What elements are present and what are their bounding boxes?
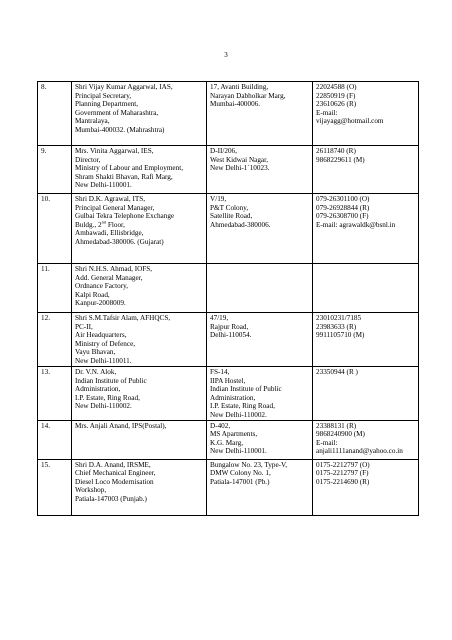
contact-cell-line: 22024588 (O) (316, 83, 357, 91)
table-row (38, 146, 419, 194)
name-designation-cell-line: Director, (75, 155, 101, 164)
contact-cell (313, 264, 419, 313)
name-designation-cell-line: Ahmedabad-380006. (Gujarat) (75, 237, 164, 246)
contact-cell-line: 23983633 (R) (316, 322, 357, 331)
contact-cell-line: anjali1111anand@yahoo.co.in (316, 447, 403, 456)
serial-number: 10. (38, 194, 72, 264)
name-designation-cell (72, 264, 207, 313)
contact-cell-line: 0175-2212797 (F) (316, 469, 369, 478)
residential-address-cell-line: D-II/206, (210, 147, 237, 155)
serial-number: 9. (38, 146, 72, 194)
residential-address-cell-line: Narayan Dabholkar Marg, (210, 91, 286, 100)
residential-address-cell-line: Bungalow No. 23, Type-V, (210, 460, 288, 469)
residential-address-cell-line: Indian Institute of Public (210, 385, 282, 394)
serial-number: 12. (38, 313, 72, 367)
residential-address-cell-line: K.G. Marg, (210, 438, 244, 447)
contact-cell-line: 079-26308700 (F) (316, 212, 369, 221)
name-designation-cell (72, 313, 207, 367)
name-designation-cell-line: Planning Department, (75, 100, 139, 109)
name-designation-cell-line: Ambawadi, Ellisbridge, (75, 229, 144, 238)
name-designation-cell-line: Kalpi Road, (75, 290, 110, 299)
name-designation-cell-line: Government of Maharashtra, (75, 108, 159, 117)
name-designation-cell-line: Shri Vijay Kumar Aggarwal, IAS, (75, 83, 173, 91)
residential-address-cell-line: D-402, (210, 421, 231, 430)
residential-address-cell-line: New Delhi-1`10023. (210, 164, 270, 173)
residential-address-cell (207, 420, 313, 459)
residential-address-cell-line: New Delhi-110002. (210, 410, 267, 419)
contact-cell-line: 23350944 (R ) (316, 368, 358, 376)
serial-number: 11. (38, 264, 72, 313)
name-designation-cell-line: Chief Mechanical Engineer, (75, 469, 156, 478)
name-designation-cell (72, 194, 207, 264)
name-designation-cell-line: Dr. V.N. Alok, (75, 368, 117, 376)
contact-cell-line: 079-26928844 (R) (316, 203, 370, 212)
name-designation-cell-line: Administration, (75, 385, 121, 394)
name-designation-cell-line: Buldg., 2nd Floor, (75, 220, 125, 229)
serial-number: 14. (38, 420, 72, 459)
contact-cell-line: 23610626 (R) (316, 100, 357, 109)
contact-cell (313, 82, 419, 146)
name-designation-cell-line: PC-II, (75, 322, 93, 331)
name-designation-cell-line: Principal General Manager, (75, 203, 155, 212)
name-designation-cell (72, 459, 207, 515)
residential-address-cell-line: FS-14, (210, 368, 230, 376)
residential-address-cell-line: MS Apartments, (210, 430, 258, 439)
residential-address-cell-line: New Delhi-110001. (210, 447, 267, 456)
contact-cell-line: 0175-2214690 (R) (316, 477, 370, 486)
serial-number: 8. (38, 82, 72, 146)
residential-address-cell (207, 146, 313, 194)
contact-cell-line: vijayagg@hotmail.com (316, 117, 384, 126)
name-designation-cell-line: Workshop, (75, 486, 107, 495)
residential-address-cell (207, 459, 313, 515)
name-designation-cell-line: Gulbai Tekra Telephone Exchange (75, 212, 175, 221)
residential-address-cell-line: 47/19, (210, 314, 229, 322)
contact-cell-line: 23010231/7185 (316, 314, 362, 322)
name-designation-cell-line: Mantralaya, (75, 117, 110, 126)
name-designation-cell-line: New Delhi-110002. (75, 402, 132, 411)
page-number: 3 (224, 51, 228, 59)
contact-cell-line: 0175-2212797 (O) (316, 460, 370, 469)
serial-number: 15. (38, 459, 72, 515)
contact-cell-line: 9868229611 (M) (316, 155, 365, 164)
residential-address-cell-line: Administration, (210, 393, 256, 402)
name-designation-cell-line: Air Headquarters, (75, 331, 127, 340)
residential-address-cell-line: Mumbai-400006. (210, 100, 261, 109)
name-designation-cell (72, 82, 207, 146)
contact-cell-line: 26118740 (R) (316, 147, 356, 155)
name-designation-cell-line: Vayu Bhavan, (75, 348, 116, 357)
name-designation-cell (72, 146, 207, 194)
name-designation-cell (72, 420, 207, 459)
contact-cell-line: 9868240900 (M) (316, 430, 365, 439)
residential-address-cell-line: Rajpur Road, (210, 322, 249, 331)
serial-number: 13. (38, 367, 72, 421)
contact-cell-line: 22850919 (F) (316, 91, 356, 100)
name-designation-cell-line: Shram Shakti Bhavan, Rafi Marg, (75, 172, 173, 181)
table-row (38, 82, 419, 146)
name-designation-cell-line: Kanpur-2008009. (75, 299, 126, 308)
table-row (38, 367, 419, 421)
contact-cell-line: 23388131 (R) (316, 421, 357, 430)
residential-address-cell (207, 313, 313, 367)
name-designation-cell-line: New Delhi-110011. (75, 356, 132, 365)
name-designation-cell-line: I.P. Estate, Ring Road, (75, 393, 140, 402)
table-row (38, 420, 419, 459)
contact-cell (313, 313, 419, 367)
contact-cell-line: 9911105710 (M) (316, 331, 365, 340)
contact-cell-line: E-mail: (316, 438, 338, 447)
residential-address-cell (207, 194, 313, 264)
name-designation-cell-line: Ministry of Labour and Employment, (75, 164, 183, 173)
name-designation-cell-line: Add. General Manager, (75, 273, 143, 282)
table-row (38, 194, 419, 264)
residential-address-cell-line: DMW Colony No. 1, (210, 469, 271, 478)
contact-cell (313, 194, 419, 264)
contact-cell (313, 420, 419, 459)
name-designation-cell-line: Mumbai-400032. (Mahrashtra) (75, 125, 165, 134)
name-designation-cell-line: Diesel Loco Modernisation (75, 477, 154, 486)
residential-address-cell-line: I.P. Estate, Ring Road, (210, 402, 275, 411)
contact-cell-line: 079-26301100 (O) (316, 195, 370, 203)
name-designation-cell-line: Patiala-147003 (Punjab.) (75, 494, 147, 503)
name-designation-cell-line: New Delhi-110001. (75, 181, 132, 190)
residential-address-cell-line: Satellite Road, (210, 212, 253, 221)
residential-address-cell-line: IIPA Hostel, (210, 376, 246, 385)
name-designation-cell-line: Indian Institute of Public (75, 376, 147, 385)
residential-address-cell-line: 17, Avanti Building, (210, 83, 269, 91)
name-designation-cell-line: Mrs. Vinita Aggarwal, IES, (75, 147, 154, 155)
contact-cell (313, 459, 419, 515)
table-row (38, 264, 419, 313)
residential-address-cell-line: Delhi-110054. (210, 331, 252, 340)
name-designation-cell-line: Shri D.A. Anand, IRSME, (75, 460, 151, 469)
contact-cell-line: E-mail: (316, 108, 338, 117)
name-designation-cell-line: Shri D.K. Agrawal, ITS, (75, 195, 146, 203)
table-row (38, 313, 419, 367)
name-designation-cell-line: Shri N.H.S. Ahmad, IOFS, (75, 265, 153, 273)
directory-table (37, 81, 419, 516)
name-designation-cell-line: Shri S.M.Tafsir Alam, AFHQCS, (75, 314, 171, 322)
name-designation-cell-line: Principal Secretary, (75, 91, 132, 100)
residential-address-cell (207, 367, 313, 421)
name-designation-cell-line: Mrs. Anjali Anand, IPS(Postal), (75, 421, 167, 430)
residential-address-cell-line: West Kidwai Nagar, (210, 155, 269, 164)
contact-cell (313, 146, 419, 194)
residential-address-cell-line: Ahmedabad-380006. (210, 220, 271, 229)
name-designation-cell-line: Ministry of Defence, (75, 339, 136, 348)
name-designation-cell-line: Ordnance Factory, (75, 282, 129, 291)
table-row (38, 459, 419, 515)
residential-address-cell-line: P&T Colony, (210, 203, 249, 212)
residential-address-cell-line: V/19, (210, 195, 227, 203)
residential-address-cell (207, 82, 313, 146)
residential-address-cell (207, 264, 313, 313)
name-designation-cell (72, 367, 207, 421)
contact-cell (313, 367, 419, 421)
contact-cell-line: E-mail: agrawaldk@bsnl.in (316, 220, 396, 229)
residential-address-cell-line: Patiala-147001 (Pb.) (210, 477, 270, 486)
